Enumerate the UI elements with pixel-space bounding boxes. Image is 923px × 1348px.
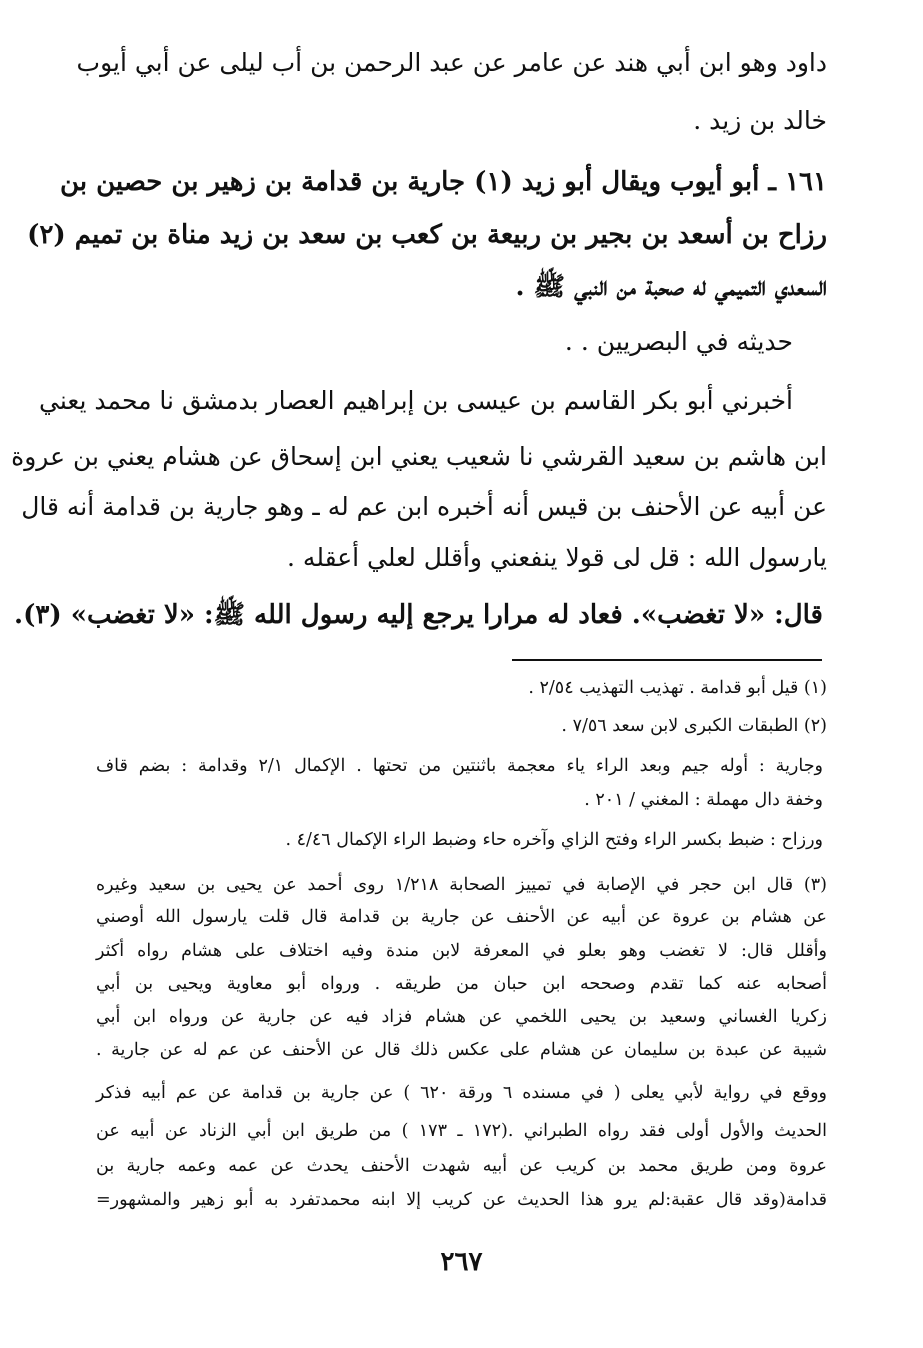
text-line: خالد بن زيد . bbox=[693, 106, 827, 135]
text-line: عن أبيه عن الأحنف بن قيس أنه أخبره ابن عم له ـ وهو جارية بن قدامة أنه قال bbox=[21, 492, 827, 521]
text-line: يارسول الله : قل لى قولا ينفعني وأقلل لعلي أعقله . bbox=[287, 543, 827, 572]
text-line: ابن هاشم بن سعيد القرشي نا شعيب يعني ابن إسحاق عن هشام يعني بن عروة bbox=[11, 442, 827, 471]
footnote: عن هشام بن عروة عن أبيه عن الأحنف عن جارية بن قدامة قال قلت يارسول الله أوصني bbox=[96, 907, 827, 927]
text-line: أخبرني أبو بكر القاسم بن عيسى بن إبراهيم العصار بدمشق نا محمد يعني bbox=[39, 386, 793, 415]
footnote: أصحابه عنه كما تقدم وصححه ابن حبان من طريقه . ورواه أبو معاوية ويحيى بن أبي bbox=[96, 974, 827, 994]
entry-heading-line: السعدي التميمي له صحبة من النبي ﷺ . bbox=[515, 272, 827, 302]
page-number: ٢٦٧ bbox=[440, 1247, 483, 1277]
footnote: وجارية : أوله جيم وبعد الراء ياء معجمة باثنتين من تحتها . الإكمال ٢/١ وقدامة : بضم قاف bbox=[96, 756, 823, 776]
footnote-separator bbox=[512, 659, 822, 661]
footnote: (٣) قال ابن حجر في الإصابة في تمييز الصحابة ١/٢١٨ روى أحمد عن يحيى بن سعيد وغيره bbox=[96, 875, 827, 895]
footnote: زكريا الغساني وسعيد بن يحيى اللخمي عن هشام فزاد فيه عن جارية عن ورواه ابن أبي bbox=[96, 1007, 827, 1027]
footnote: وخفة دال مهملة : المغني / ٢٠١ . bbox=[584, 790, 823, 810]
entry-heading-line: رزاح بن أسعد بن بجير بن ربيعة بن كعب بن سعد بن زيد مناة بن تميم (٢) bbox=[27, 220, 827, 250]
footnote: (٢) الطبقات الكبرى لابن سعد ٧/٥٦ . bbox=[561, 716, 827, 736]
footnote: وأقلل قال: لا تغضب وهو بعلو في المعرفة لابن مندة وفيه اختلاف على هشام رواه أكثر bbox=[96, 941, 827, 961]
footnote: قدامة(وقد قال عقبة:لم يرو هذا الحديث عن كريب إلا ابنه محمدتفرد به أبو زهير والمشهور= bbox=[96, 1190, 827, 1210]
entry-heading-line: ١٦١ ـ أبو أيوب ويقال أبو زيد (١) جارية بن قدامة بن زهير بن حصين بن bbox=[60, 167, 827, 197]
text-line: داود وهو ابن أبي هند عن عامر عن عبد الرحمن بن أب ليلى عن أبي أيوب bbox=[76, 48, 827, 77]
hadith-line: قال: «لا تغضب». فعاد له مرارا يرجع إليه رسول الله ﷺ: «لا تغضب» (٣). bbox=[14, 600, 823, 630]
footnote: ورزاح : ضبط بكسر الراء وفتح الزاي وآخره حاء وضبط الراء الإكمال ٤/٤٦ . bbox=[285, 830, 823, 850]
footnote: الحديث والأول أولى فقد رواه الطبراني .(١٧٢ ـ ١٧٣ ) من طريق ابن أبي الزناد عن أبيه عن bbox=[96, 1121, 827, 1141]
footnote: عروة ومن طريق محمد بن كريب عن أبيه شهدت الأحنف يحدث عن عمه وعمه جارية بن bbox=[96, 1156, 827, 1176]
footnote: شيبة عن عبدة بن سليمان عن هشام على عكس ذلك قال عن الأحنف عن عم له عن جارية . bbox=[96, 1040, 827, 1060]
footnote: ووقع في رواية لأبي يعلى ( في مسنده ٦ ورقة ٦٢٠ ) عن جارية بن قدامة عن عم أبيه فذكر bbox=[96, 1083, 827, 1103]
text-line: حديثه في البصريين . . bbox=[564, 327, 793, 356]
footnote: (١) قيل أبو قدامة . تهذيب التهذيب ٢/٥٤ . bbox=[528, 678, 827, 698]
